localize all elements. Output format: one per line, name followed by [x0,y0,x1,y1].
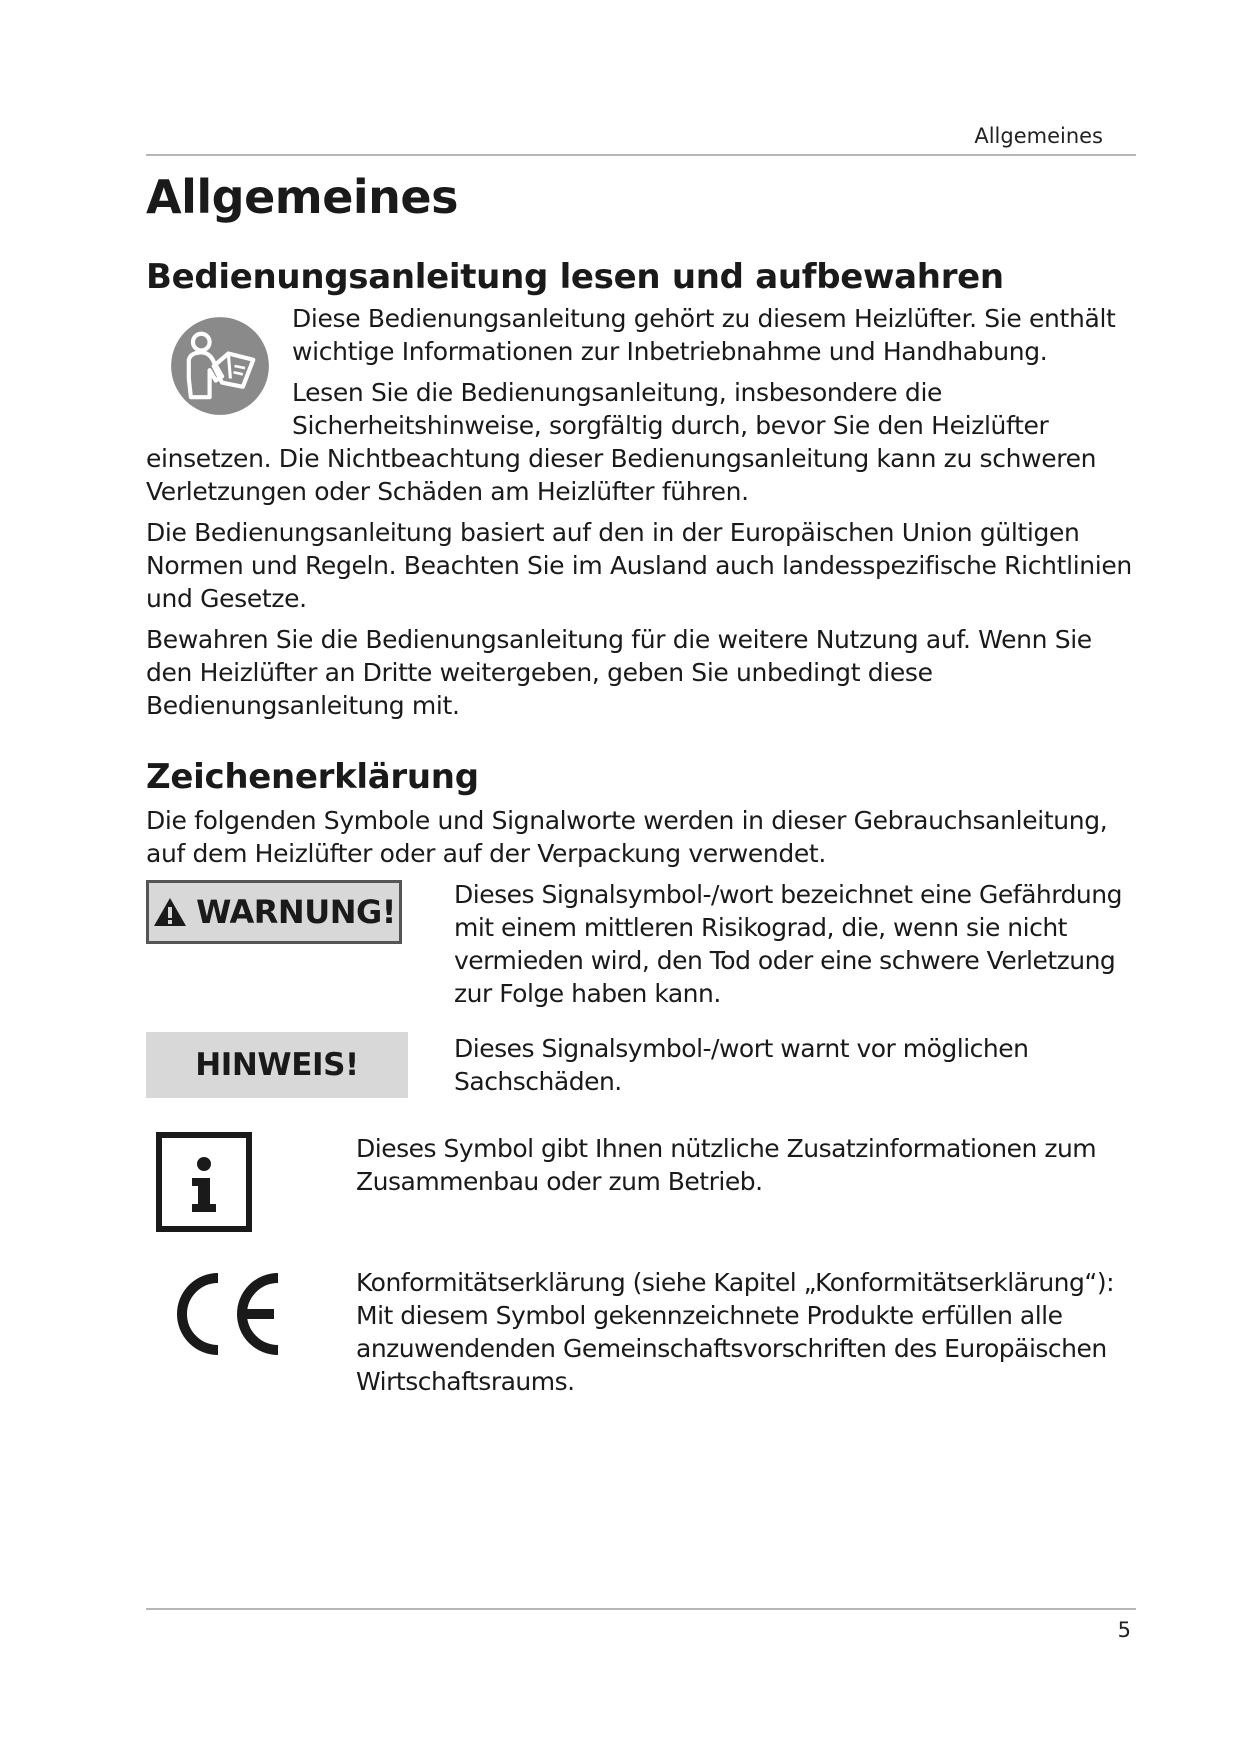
warning-label: WARNUNG! [196,893,396,931]
legend-row-hinweis [146,1032,1136,1098]
warning-label-box [146,880,402,944]
ce-description: Konformitätserklärung (siehe Kapitel „Konformitätserklärung“): Mit diesem Symbol gekennzeichnete Produkte erfüllen alle anzuwendenden Gemeinschaftsvorschriften des Europäischen Wirtschaftsraums. [356,1268,1115,1396]
hinweis-label-box [146,1032,408,1098]
warning-description: Dieses Signalsymbol-/wort bezeichnet eine Gefährdung mit einem mittleren Risikograd, die, wenn sie nicht vermieden wird, den Tod oder eine schwere Verletzung zur Folge haben kann. [454,880,1122,1008]
ce-mark-icon [168,1268,288,1360]
legend-row-ce [146,1266,1136,1398]
info-icon [156,1132,252,1232]
paragraph-eu-norms: Die Bedienungsanleitung basiert auf den in der Europäischen Union gültigen Normen und Regeln. Beachten Sie im Ausland auch landesspezifische Richtlinien und Gesetze. [146,518,1132,613]
running-header: Allgemeines [974,124,1103,148]
paragraph-keep-manual: Bewahren Sie die Bedienungsanleitung für die weitere Nutzung auf. Wenn Sie den Heizlüfter an Dritte weitergeben, geben Sie unbedingt diese Bedienungsanleitung mit. [146,625,1092,720]
page-number: 5 [1117,1618,1131,1642]
page-content [146,164,1136,1398]
legend-row-warning [146,878,1136,1010]
header-rule [146,154,1136,156]
page-title: Allgemeines [146,170,458,224]
intro-block [146,302,1136,508]
paragraph-legend-intro: Die folgenden Symbole und Signalworte werden in dieser Gebrauchsanleitung, auf dem Heizlüfter oder auf der Verpackung verwendet. [146,806,1108,868]
paragraph-intro-2: Lesen Sie die Bedienungsanleitung, insbesondere die Sicherheitshinweise, sorgfältig durch, bevor Sie den Heizlüfter einsetzen. Die Nichtbeachtung dieser Bedienungsanleitung kann zu schweren Verletzungen oder Schäden am Heizlüfter führen. [146,378,1097,506]
heading-legend: Zeichenerklärung [146,757,479,797]
hinweis-label: HINWEIS! [195,1047,359,1083]
heading-read-manual: Bedienungsanleitung lesen und aufbewahren [146,257,1004,297]
footer-rule [146,1608,1136,1610]
hinweis-description: Dieses Signalsymbol-/wort warnt vor möglichen Sachschäden. [454,1034,1029,1096]
paragraph-intro-1: Diese Bedienungsanleitung gehört zu diesem Heizlüfter. Sie enthält wichtige Informationen zur Inbetriebnahme und Handhabung. [292,304,1116,366]
legend-row-info [146,1132,1136,1236]
info-description: Dieses Symbol gibt Ihnen nützliche Zusatzinformationen zum Zusammenbau oder zum Betrieb. [356,1134,1097,1196]
warning-triangle-icon [152,896,188,928]
read-manual-icon [168,314,272,418]
